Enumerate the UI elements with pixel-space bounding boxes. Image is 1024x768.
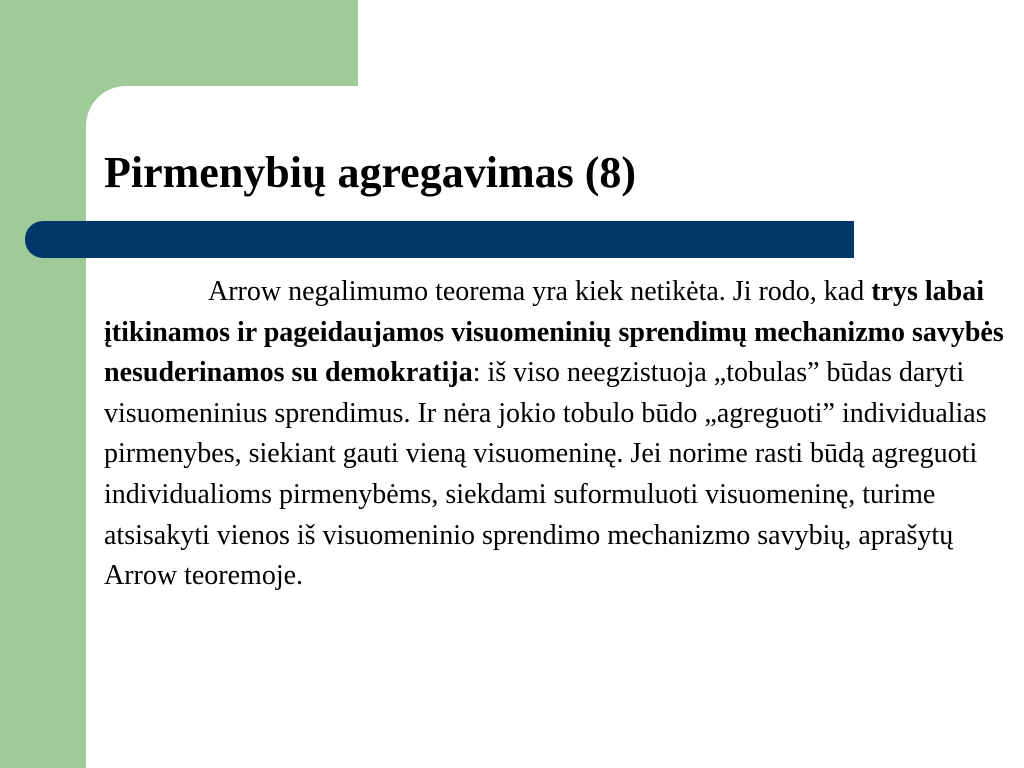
slide-title: Pirmenybių agregavimas (8) — [104, 148, 637, 197]
slide-body-text — [104, 272, 1014, 597]
body-lead-text: Arrow negalimumo teorema yra kiek netikėta. Ji rodo, kad — [208, 276, 865, 307]
body-continuation-text: : iš viso neegzistuoja „tobulas” būdas daryti visuomeninius sprendimus. Ir nėra jokio tobulo būdo „agreguoti” individualias pirmenybes, siekiant gauti vieną visuomeninę. Jei norime rasti būdą agreguoti individualioms pirmenybėms, siekdami suformuluoti visuomeninę, turime atsisakyti vienos iš visuomeninio sprendimo mechanizmo savybių, aprašytų Arrow teoremoje. — [104, 357, 987, 592]
body-emphasis-text: trys labai įtikinamos ir pageidaujamos visuomeninių sprendimų mechanizmo savybės nesuderinamos su demokratija — [104, 276, 1004, 389]
title-underline-bar — [25, 221, 854, 258]
